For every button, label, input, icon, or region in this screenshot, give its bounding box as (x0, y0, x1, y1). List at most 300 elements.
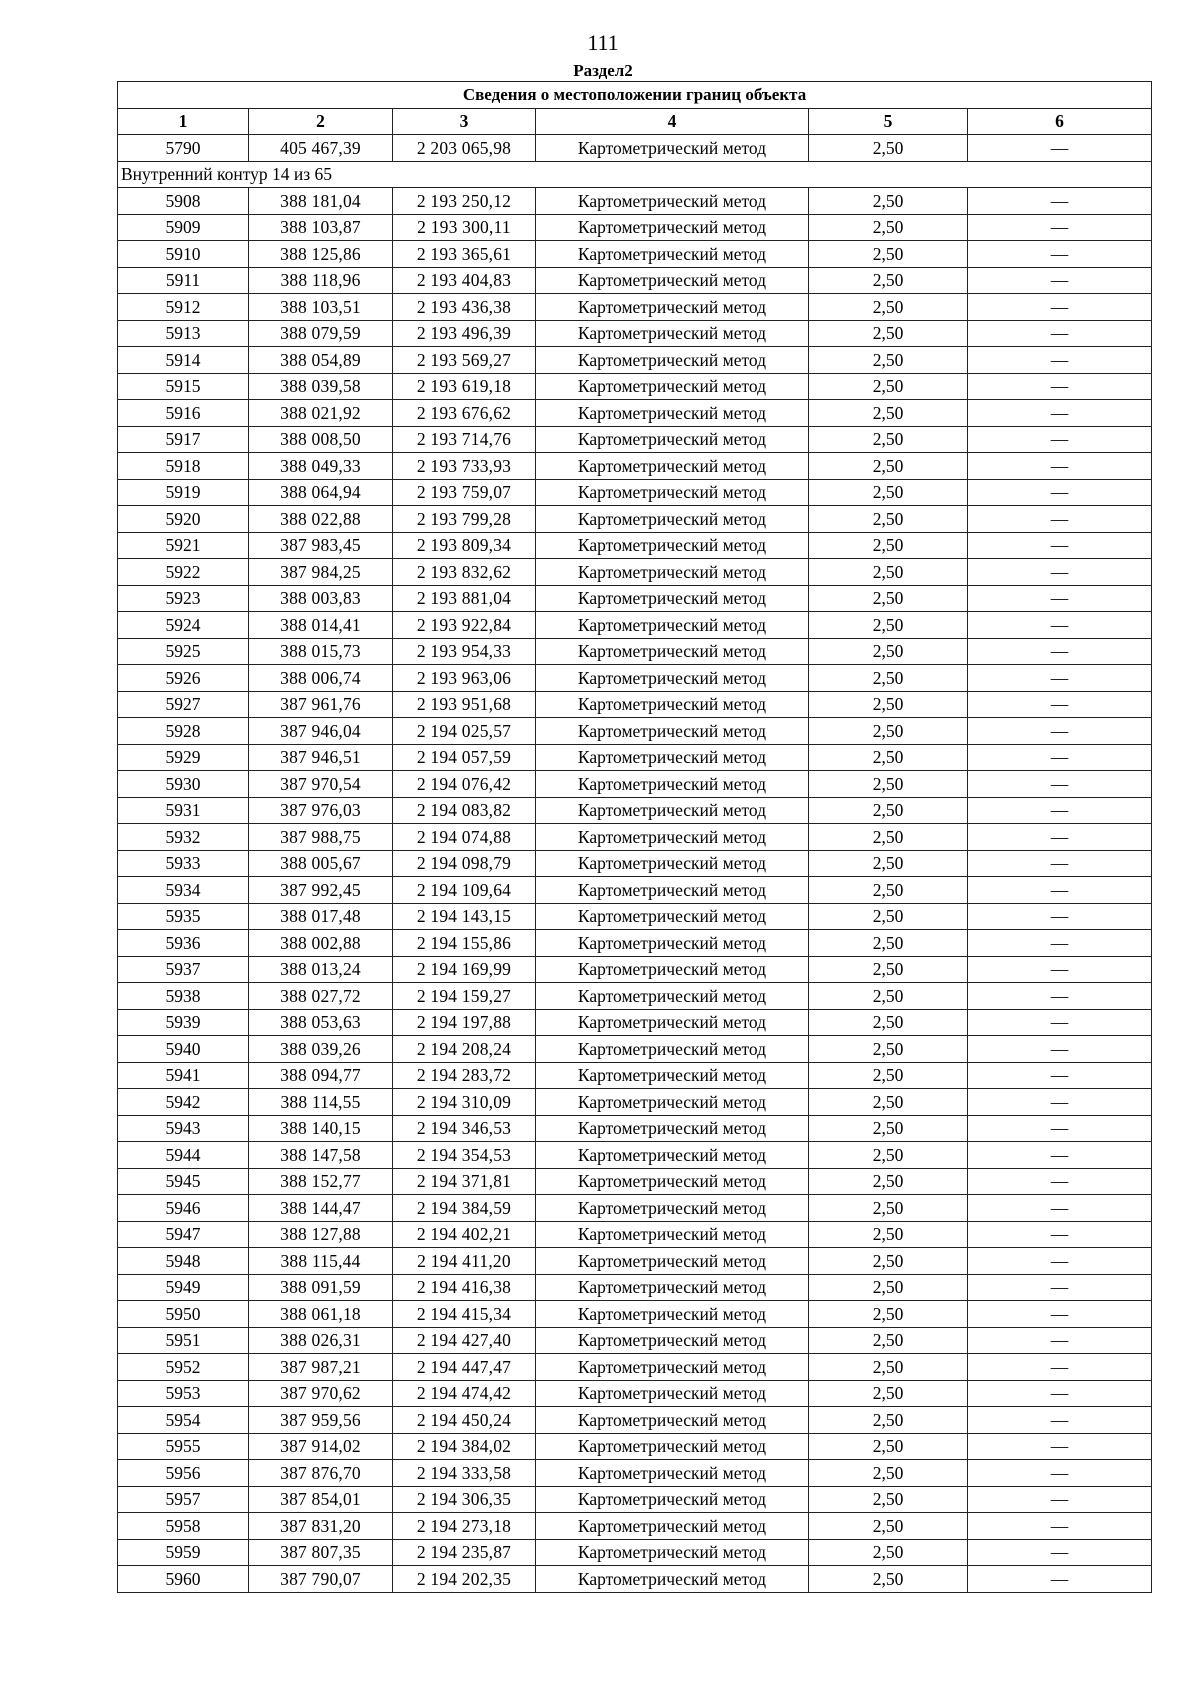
note-cell: — (968, 1513, 1152, 1540)
point-number-cell: 5915 (118, 373, 249, 400)
y-coordinate-cell: 2 194 208,24 (393, 1036, 536, 1063)
method-cell: Картометрический метод (536, 1009, 809, 1036)
column-number: 4 (536, 108, 809, 135)
accuracy-cell: 2,50 (809, 1327, 968, 1354)
x-coordinate-cell: 387 946,51 (249, 744, 393, 771)
method-cell: Картометрический метод (536, 506, 809, 533)
point-number-cell: 5931 (118, 797, 249, 824)
table-row (118, 1062, 1152, 1089)
method-cell: Картометрический метод (536, 1062, 809, 1089)
point-number-cell: 5938 (118, 983, 249, 1010)
method-cell: Картометрический метод (536, 744, 809, 771)
y-coordinate-cell: 2 203 065,98 (393, 135, 536, 162)
table-row (118, 1460, 1152, 1487)
note-cell: — (968, 1539, 1152, 1566)
column-number: 2 (249, 108, 393, 135)
x-coordinate-cell: 387 970,54 (249, 771, 393, 798)
method-cell: Картометрический метод (536, 294, 809, 321)
accuracy-cell: 2,50 (809, 1380, 968, 1407)
point-number-cell: 5922 (118, 559, 249, 586)
accuracy-cell: 2,50 (809, 1460, 968, 1487)
method-cell: Картометрический метод (536, 1354, 809, 1381)
point-number-cell: 5950 (118, 1301, 249, 1328)
method-cell: Картометрический метод (536, 1115, 809, 1142)
note-cell: — (968, 638, 1152, 665)
method-cell: Картометрический метод (536, 400, 809, 427)
table-row (118, 1168, 1152, 1195)
method-cell: Картометрический метод (536, 559, 809, 586)
y-coordinate-cell: 2 193 733,93 (393, 453, 536, 480)
x-coordinate-cell: 388 008,50 (249, 426, 393, 453)
accuracy-cell: 2,50 (809, 506, 968, 533)
y-coordinate-cell: 2 193 365,61 (393, 241, 536, 268)
note-cell: — (968, 1221, 1152, 1248)
y-coordinate-cell: 2 194 025,57 (393, 718, 536, 745)
method-cell: Картометрический метод (536, 1513, 809, 1540)
x-coordinate-cell: 387 854,01 (249, 1486, 393, 1513)
x-coordinate-cell: 387 959,56 (249, 1407, 393, 1434)
note-cell: — (968, 1301, 1152, 1328)
note-cell: — (968, 135, 1152, 162)
x-coordinate-cell: 387 790,07 (249, 1566, 393, 1593)
note-cell: — (968, 1168, 1152, 1195)
method-cell: Картометрический метод (536, 1433, 809, 1460)
accuracy-cell: 2,50 (809, 771, 968, 798)
accuracy-cell: 2,50 (809, 638, 968, 665)
method-cell: Картометрический метод (536, 718, 809, 745)
note-cell: — (968, 559, 1152, 586)
table-row (118, 188, 1152, 215)
table-row (118, 1221, 1152, 1248)
note-cell: — (968, 1460, 1152, 1487)
y-coordinate-cell: 2 194 057,59 (393, 744, 536, 771)
accuracy-cell: 2,50 (809, 1407, 968, 1434)
x-coordinate-cell: 388 027,72 (249, 983, 393, 1010)
y-coordinate-cell: 2 194 202,35 (393, 1566, 536, 1593)
method-cell: Картометрический метод (536, 1407, 809, 1434)
method-cell: Картометрический метод (536, 1036, 809, 1063)
point-number-cell: 5929 (118, 744, 249, 771)
x-coordinate-cell: 388 005,67 (249, 850, 393, 877)
table-row (118, 479, 1152, 506)
y-coordinate-cell: 2 194 273,18 (393, 1513, 536, 1540)
method-cell: Картометрический метод (536, 824, 809, 851)
y-coordinate-cell: 2 193 759,07 (393, 479, 536, 506)
y-coordinate-cell: 2 194 283,72 (393, 1062, 536, 1089)
note-cell: — (968, 1327, 1152, 1354)
method-cell: Картометрический метод (536, 532, 809, 559)
method-cell: Картометрический метод (536, 1089, 809, 1116)
point-number-cell: 5923 (118, 585, 249, 612)
x-coordinate-cell: 387 976,03 (249, 797, 393, 824)
y-coordinate-cell: 2 193 809,34 (393, 532, 536, 559)
accuracy-cell: 2,50 (809, 930, 968, 957)
method-cell: Картометрический метод (536, 479, 809, 506)
point-number-cell: 5918 (118, 453, 249, 480)
column-number: 5 (809, 108, 968, 135)
x-coordinate-cell: 388 054,89 (249, 347, 393, 374)
accuracy-cell: 2,50 (809, 1513, 968, 1540)
column-number: 3 (393, 108, 536, 135)
note-cell: — (968, 1566, 1152, 1593)
point-number-cell: 5912 (118, 294, 249, 321)
note-cell: — (968, 797, 1152, 824)
note-cell: — (968, 1115, 1152, 1142)
table-row (118, 1142, 1152, 1169)
x-coordinate-cell: 388 127,88 (249, 1221, 393, 1248)
table-row (118, 1248, 1152, 1275)
method-cell: Картометрический метод (536, 188, 809, 215)
note-cell: — (968, 1354, 1152, 1381)
table-row (118, 347, 1152, 374)
y-coordinate-cell: 2 194 333,58 (393, 1460, 536, 1487)
method-cell: Картометрический метод (536, 214, 809, 241)
method-cell: Картометрический метод (536, 612, 809, 639)
accuracy-cell: 2,50 (809, 373, 968, 400)
y-coordinate-cell: 2 194 076,42 (393, 771, 536, 798)
point-number-cell: 5946 (118, 1195, 249, 1222)
accuracy-cell: 2,50 (809, 1433, 968, 1460)
table-row (118, 877, 1152, 904)
note-cell: — (968, 956, 1152, 983)
x-coordinate-cell: 388 103,87 (249, 214, 393, 241)
x-coordinate-cell: 388 026,31 (249, 1327, 393, 1354)
note-cell: — (968, 718, 1152, 745)
note-cell: — (968, 771, 1152, 798)
table-row (118, 1301, 1152, 1328)
x-coordinate-cell: 387 914,02 (249, 1433, 393, 1460)
accuracy-cell: 2,50 (809, 1195, 968, 1222)
x-coordinate-cell: 388 147,58 (249, 1142, 393, 1169)
y-coordinate-cell: 2 194 474,42 (393, 1380, 536, 1407)
table-row (118, 665, 1152, 692)
y-coordinate-cell: 2 194 384,02 (393, 1433, 536, 1460)
accuracy-cell: 2,50 (809, 479, 968, 506)
method-cell: Картометрический метод (536, 135, 809, 162)
x-coordinate-cell: 388 152,77 (249, 1168, 393, 1195)
accuracy-cell: 2,50 (809, 824, 968, 851)
x-coordinate-cell: 387 983,45 (249, 532, 393, 559)
point-number-cell: 5926 (118, 665, 249, 692)
note-cell: — (968, 373, 1152, 400)
y-coordinate-cell: 2 194 306,35 (393, 1486, 536, 1513)
accuracy-cell: 2,50 (809, 241, 968, 268)
note-cell: — (968, 1089, 1152, 1116)
method-cell: Картометрический метод (536, 877, 809, 904)
note-cell: — (968, 744, 1152, 771)
accuracy-cell: 2,50 (809, 665, 968, 692)
x-coordinate-cell: 388 140,15 (249, 1115, 393, 1142)
y-coordinate-cell: 2 193 676,62 (393, 400, 536, 427)
table-row (118, 214, 1152, 241)
point-number-cell: 5951 (118, 1327, 249, 1354)
y-coordinate-cell: 2 194 109,64 (393, 877, 536, 904)
table-row (118, 1009, 1152, 1036)
y-coordinate-cell: 2 193 436,38 (393, 294, 536, 321)
table-row (118, 1566, 1152, 1593)
method-cell: Картометрический метод (536, 1142, 809, 1169)
y-coordinate-cell: 2 193 954,33 (393, 638, 536, 665)
x-coordinate-cell: 388 014,41 (249, 612, 393, 639)
note-cell: — (968, 1195, 1152, 1222)
table-row (118, 1327, 1152, 1354)
table-caption-row (118, 82, 1152, 109)
y-coordinate-cell: 2 194 346,53 (393, 1115, 536, 1142)
point-number-cell: 5956 (118, 1460, 249, 1487)
table-row (118, 771, 1152, 798)
accuracy-cell: 2,50 (809, 1221, 968, 1248)
note-cell: — (968, 1142, 1152, 1169)
point-number-cell: 5908 (118, 188, 249, 215)
accuracy-cell: 2,50 (809, 1009, 968, 1036)
point-number-cell: 5942 (118, 1089, 249, 1116)
accuracy-cell: 2,50 (809, 532, 968, 559)
note-cell: — (968, 903, 1152, 930)
method-cell: Картометрический метод (536, 1460, 809, 1487)
y-coordinate-cell: 2 194 411,20 (393, 1248, 536, 1275)
x-coordinate-cell: 387 987,21 (249, 1354, 393, 1381)
y-coordinate-cell: 2 194 143,15 (393, 903, 536, 930)
note-cell: — (968, 506, 1152, 533)
x-coordinate-cell: 388 015,73 (249, 638, 393, 665)
note-cell: — (968, 347, 1152, 374)
point-number-cell: 5940 (118, 1036, 249, 1063)
point-number-cell: 5927 (118, 691, 249, 718)
x-coordinate-cell: 388 006,74 (249, 665, 393, 692)
x-coordinate-cell: 388 002,88 (249, 930, 393, 957)
method-cell: Картометрический метод (536, 691, 809, 718)
table-row (118, 453, 1152, 480)
y-coordinate-cell: 2 194 384,59 (393, 1195, 536, 1222)
y-coordinate-cell: 2 193 832,62 (393, 559, 536, 586)
table-row (118, 532, 1152, 559)
y-coordinate-cell: 2 194 354,53 (393, 1142, 536, 1169)
note-cell: — (968, 1433, 1152, 1460)
table-row (118, 1089, 1152, 1116)
x-coordinate-cell: 387 988,75 (249, 824, 393, 851)
table-row (118, 506, 1152, 533)
table-row (118, 267, 1152, 294)
point-number-cell: 5960 (118, 1566, 249, 1593)
table-caption: Сведения о местоположении границ объекта (118, 82, 1152, 109)
table-row (118, 294, 1152, 321)
table-row (118, 241, 1152, 268)
x-coordinate-cell: 387 970,62 (249, 1380, 393, 1407)
accuracy-cell: 2,50 (809, 453, 968, 480)
x-coordinate-cell: 388 053,63 (249, 1009, 393, 1036)
accuracy-cell: 2,50 (809, 1354, 968, 1381)
accuracy-cell: 2,50 (809, 1142, 968, 1169)
point-number-cell: 5924 (118, 612, 249, 639)
y-coordinate-cell: 2 194 310,09 (393, 1089, 536, 1116)
y-coordinate-cell: 2 194 402,21 (393, 1221, 536, 1248)
point-number-cell: 5911 (118, 267, 249, 294)
method-cell: Картометрический метод (536, 1168, 809, 1195)
point-number-cell: 5925 (118, 638, 249, 665)
point-number-cell: 5937 (118, 956, 249, 983)
table-row (118, 691, 1152, 718)
y-coordinate-cell: 2 193 963,06 (393, 665, 536, 692)
y-coordinate-cell: 2 193 922,84 (393, 612, 536, 639)
table-row (118, 373, 1152, 400)
point-number-cell: 5935 (118, 903, 249, 930)
boundary-coordinates-table (117, 81, 1152, 1593)
point-number-cell: 5930 (118, 771, 249, 798)
x-coordinate-cell: 387 831,20 (249, 1513, 393, 1540)
x-coordinate-cell: 388 017,48 (249, 903, 393, 930)
y-coordinate-cell: 2 193 714,76 (393, 426, 536, 453)
table-row (118, 824, 1152, 851)
contour-label: Внутренний контур 14 из 65 (118, 161, 1152, 188)
table-row (118, 1513, 1152, 1540)
note-cell: — (968, 877, 1152, 904)
y-coordinate-cell: 2 193 300,11 (393, 214, 536, 241)
accuracy-cell: 2,50 (809, 744, 968, 771)
method-cell: Картометрический метод (536, 1380, 809, 1407)
method-cell: Картометрический метод (536, 1274, 809, 1301)
accuracy-cell: 2,50 (809, 1248, 968, 1275)
note-cell: — (968, 214, 1152, 241)
method-cell: Картометрический метод (536, 850, 809, 877)
point-number-cell: 5958 (118, 1513, 249, 1540)
note-cell: — (968, 1036, 1152, 1063)
note-cell: — (968, 532, 1152, 559)
method-cell: Картометрический метод (536, 665, 809, 692)
note-cell: — (968, 612, 1152, 639)
accuracy-cell: 2,50 (809, 1274, 968, 1301)
point-number-cell: 5953 (118, 1380, 249, 1407)
point-number-cell: 5916 (118, 400, 249, 427)
x-coordinate-cell: 388 125,86 (249, 241, 393, 268)
y-coordinate-cell: 2 194 415,34 (393, 1301, 536, 1328)
point-number-cell: 5941 (118, 1062, 249, 1089)
accuracy-cell: 2,50 (809, 267, 968, 294)
accuracy-cell: 2,50 (809, 983, 968, 1010)
method-cell: Картометрический метод (536, 1539, 809, 1566)
x-coordinate-cell: 388 003,83 (249, 585, 393, 612)
point-number-cell: 5909 (118, 214, 249, 241)
x-coordinate-cell: 388 022,88 (249, 506, 393, 533)
method-cell: Картометрический метод (536, 426, 809, 453)
y-coordinate-cell: 2 194 083,82 (393, 797, 536, 824)
point-number-cell: 5932 (118, 824, 249, 851)
y-coordinate-cell: 2 194 074,88 (393, 824, 536, 851)
accuracy-cell: 2,50 (809, 1566, 968, 1593)
accuracy-cell: 2,50 (809, 214, 968, 241)
table-row (118, 1274, 1152, 1301)
accuracy-cell: 2,50 (809, 718, 968, 745)
accuracy-cell: 2,50 (809, 400, 968, 427)
y-coordinate-cell: 2 194 427,40 (393, 1327, 536, 1354)
y-coordinate-cell: 2 194 159,27 (393, 983, 536, 1010)
y-coordinate-cell: 2 193 881,04 (393, 585, 536, 612)
y-coordinate-cell: 2 194 450,24 (393, 1407, 536, 1434)
note-cell: — (968, 267, 1152, 294)
note-cell: — (968, 691, 1152, 718)
y-coordinate-cell: 2 193 569,27 (393, 347, 536, 374)
point-number-cell: 5790 (118, 135, 249, 162)
table-row (118, 559, 1152, 586)
x-coordinate-cell: 388 114,55 (249, 1089, 393, 1116)
point-number-cell: 5943 (118, 1115, 249, 1142)
method-cell: Картометрический метод (536, 771, 809, 798)
accuracy-cell: 2,50 (809, 1062, 968, 1089)
point-number-cell: 5919 (118, 479, 249, 506)
table-row (118, 1115, 1152, 1142)
point-number-cell: 5948 (118, 1248, 249, 1275)
note-cell: — (968, 1486, 1152, 1513)
point-number-cell: 5949 (118, 1274, 249, 1301)
table-row (118, 1354, 1152, 1381)
accuracy-cell: 2,50 (809, 797, 968, 824)
y-coordinate-cell: 2 194 169,99 (393, 956, 536, 983)
accuracy-cell: 2,50 (809, 877, 968, 904)
x-coordinate-cell: 387 992,45 (249, 877, 393, 904)
accuracy-cell: 2,50 (809, 1486, 968, 1513)
method-cell: Картометрический метод (536, 1248, 809, 1275)
note-cell: — (968, 426, 1152, 453)
note-cell: — (968, 479, 1152, 506)
accuracy-cell: 2,50 (809, 135, 968, 162)
x-coordinate-cell: 388 013,24 (249, 956, 393, 983)
method-cell: Картометрический метод (536, 956, 809, 983)
x-coordinate-cell: 387 876,70 (249, 1460, 393, 1487)
accuracy-cell: 2,50 (809, 426, 968, 453)
note-cell: — (968, 400, 1152, 427)
y-coordinate-cell: 2 194 447,47 (393, 1354, 536, 1381)
point-number-cell: 5939 (118, 1009, 249, 1036)
point-number-cell: 5954 (118, 1407, 249, 1434)
table-row (118, 983, 1152, 1010)
y-coordinate-cell: 2 194 235,87 (393, 1539, 536, 1566)
y-coordinate-cell: 2 193 496,39 (393, 320, 536, 347)
accuracy-cell: 2,50 (809, 956, 968, 983)
note-cell: — (968, 294, 1152, 321)
table-row (118, 612, 1152, 639)
table-row (118, 930, 1152, 957)
point-number-cell: 5952 (118, 1354, 249, 1381)
method-cell: Картометрический метод (536, 1221, 809, 1248)
x-coordinate-cell: 388 181,04 (249, 188, 393, 215)
x-coordinate-cell: 388 118,96 (249, 267, 393, 294)
point-number-cell: 5914 (118, 347, 249, 374)
method-cell: Картометрический метод (536, 638, 809, 665)
section-title: Раздел2 (573, 61, 633, 80)
x-coordinate-cell: 388 091,59 (249, 1274, 393, 1301)
y-coordinate-cell: 2 194 371,81 (393, 1168, 536, 1195)
y-coordinate-cell: 2 193 250,12 (393, 188, 536, 215)
method-cell: Картометрический метод (536, 1327, 809, 1354)
table-row (118, 1539, 1152, 1566)
column-number: 6 (968, 108, 1152, 135)
point-number-cell: 5933 (118, 850, 249, 877)
accuracy-cell: 2,50 (809, 850, 968, 877)
accuracy-cell: 2,50 (809, 1539, 968, 1566)
y-coordinate-cell: 2 193 404,83 (393, 267, 536, 294)
table-row (118, 1195, 1152, 1222)
x-coordinate-cell: 388 103,51 (249, 294, 393, 321)
note-cell: — (968, 585, 1152, 612)
table-row (118, 1036, 1152, 1063)
method-cell: Картометрический метод (536, 453, 809, 480)
point-number-cell: 5959 (118, 1539, 249, 1566)
note-cell: — (968, 320, 1152, 347)
page-number: 111 (587, 30, 619, 55)
table-row (118, 1380, 1152, 1407)
table-row (118, 1407, 1152, 1434)
table-row (118, 1433, 1152, 1460)
accuracy-cell: 2,50 (809, 1168, 968, 1195)
